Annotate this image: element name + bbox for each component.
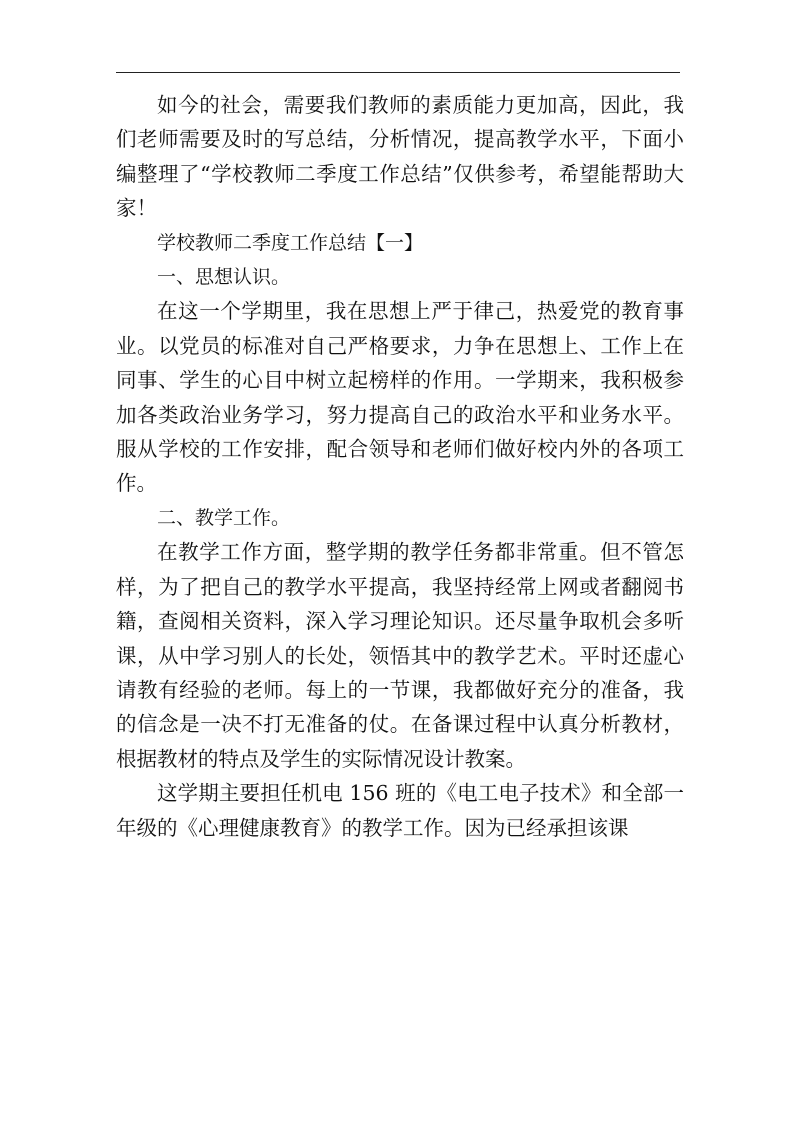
teaching-paragraph: 在教学工作方面，整学期的教学任务都非常重。但不管怎样，为了把自己的教学水平提高，我坚持经常上网或者翻阅书籍，查阅相关资料，深入学习理论知识。还尽量争取机会多听课，从中学习别人的长处，领悟其中的教学艺术。平时还虚心请教有经验的老师。每上的一节课，我都做好充分的准备，我的信念是一决不打无准备的仗。在备课过程中认真分析教材，根据教材的特点及学生的实际情况设计教案。: [116, 540, 684, 771]
section-heading-teaching: 二、教学工作。: [157, 506, 291, 529]
document-body: [116, 88, 684, 845]
summary-title: 学校教师二季度工作总结【一】: [157, 231, 424, 254]
thought-paragraph: 在这一个学期里，我在思想上严于律己，热爱党的教育事业。以党员的标准对自己严格要求，力争在思想上、工作上在同事、学生的心目中树立起榜样的作用。一学期来，我积极参加各类政治业务学习，努力提高自己的政治水平和业务水平。服从学校的工作安排，配合领导和老师们做好校内外的各项工作。: [116, 299, 684, 496]
intro-paragraph: 如今的社会，需要我们教师的素质能力更加高，因此，我们老师需要及时的写总结，分析情况，提高教学水平，下面小编整理了“学校教师二季度工作总结”仅供参考，希望能帮助大家！: [116, 93, 684, 221]
section-heading-thought: 一、思想认识。: [157, 266, 291, 289]
courses-paragraph: 这学期主要担任机电 156 班的《电工电子技术》和全部一年级的《心理健康教育》的教学工作。因为已经承担该课: [116, 781, 684, 840]
header-rule: [116, 72, 680, 73]
